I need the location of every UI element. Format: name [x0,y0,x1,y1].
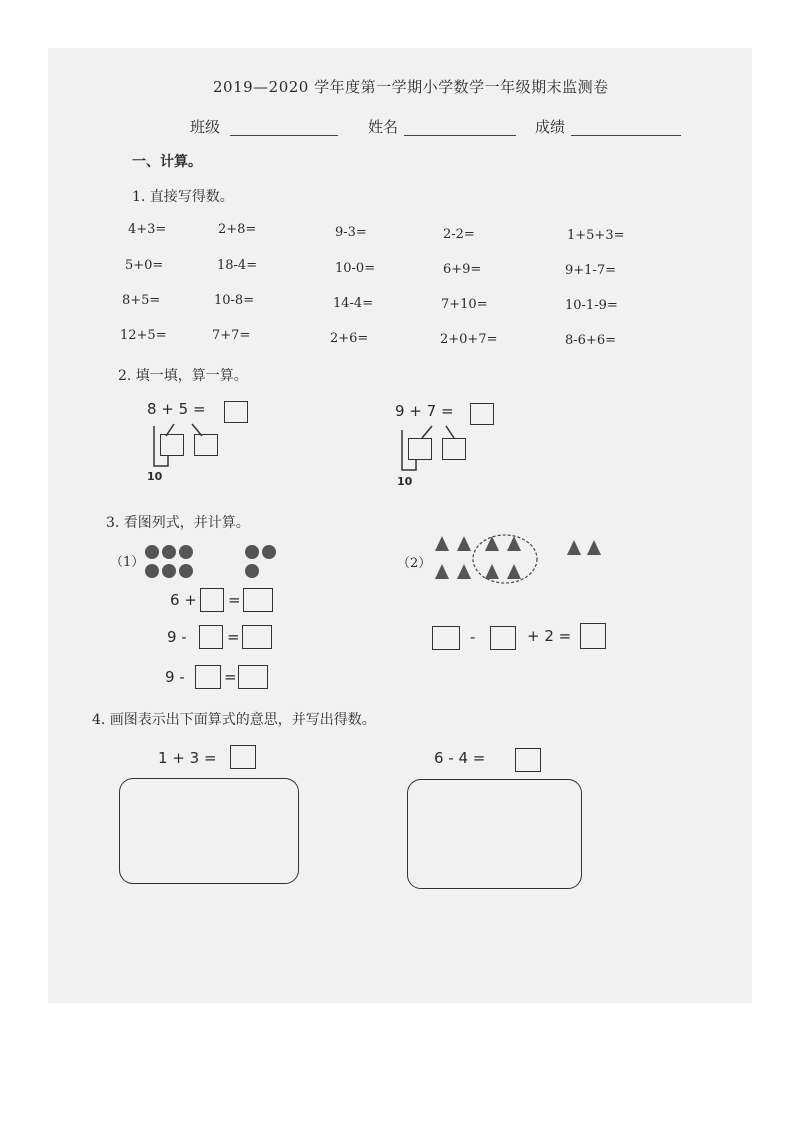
problem[interactable]: 14-4= [333,296,374,311]
problem[interactable]: 5+0= [125,258,164,273]
decompose-a-lines [140,418,240,478]
answer-box[interactable] [200,588,224,612]
plus-two-equals: + 2 = [527,627,572,645]
question-2-label: 2. 填一填，算一算。 [118,368,248,384]
problem[interactable]: 10-1-9= [565,298,618,313]
problem[interactable]: 9-3= [335,225,367,240]
name-label: 姓名 [368,118,399,136]
split-box[interactable] [194,434,218,456]
problem[interactable]: 2+6= [330,331,369,346]
problem[interactable]: 10-0= [335,261,376,276]
answer-box[interactable] [195,665,221,689]
problem[interactable]: 7+7= [212,328,251,343]
problem[interactable]: 6+9= [443,262,482,277]
eq1-left: 6 + [170,591,197,609]
draw-a-expression: 1 + 3 = [158,749,217,767]
problem[interactable]: 12+5= [120,328,167,343]
problem[interactable]: 7+10= [441,297,488,312]
dots-figure [140,540,290,582]
ten-label: 10 [397,475,413,488]
decompose-a-expression: 8 + 5 = [147,400,206,418]
eq2-left: 9 - [167,628,187,646]
problem[interactable]: 8+5= [122,293,161,308]
section-heading: 一、计算。 [132,154,202,170]
problem[interactable]: 10-8= [214,293,255,308]
question-1-label: 1. 直接写得数。 [132,189,234,205]
question-3-label: 3. 看图列式，并计算。 [106,515,250,531]
answer-box[interactable] [515,748,541,772]
drawing-area[interactable] [119,778,299,884]
score-field[interactable] [571,135,681,136]
draw-b-expression: 6 - 4 = [434,749,486,767]
problem[interactable]: 9+1-7= [565,263,616,278]
problem[interactable]: 4+3= [128,222,167,237]
part-2-tag: （2） [397,556,432,571]
part-1-tag: （1） [110,555,145,570]
ten-label: 10 [147,470,163,483]
name-field[interactable] [404,135,516,136]
answer-box[interactable] [238,665,268,689]
answer-box[interactable] [490,626,516,650]
problem[interactable]: 2+0+7= [440,332,498,347]
answer-box[interactable] [243,588,273,612]
split-box[interactable] [408,438,432,460]
problem[interactable]: 8-6+6= [565,333,616,348]
problem[interactable]: 1+5+3= [567,228,625,243]
split-box[interactable] [442,438,466,460]
answer-box[interactable] [199,625,223,649]
question-4-label: 4. 画图表示出下面算式的意思，并写出得数。 [92,712,376,728]
problem[interactable]: 18-4= [217,258,258,273]
answer-box[interactable] [432,626,460,650]
minus-sign: - [470,628,476,646]
answer-box[interactable] [230,745,256,769]
equals-sign: = [224,668,237,686]
score-label: 成绩 [535,118,566,136]
answer-box[interactable] [580,623,606,649]
problem[interactable]: 2-2= [443,227,475,242]
class-field[interactable] [230,135,338,136]
problem[interactable]: 2+8= [218,222,257,237]
class-label: 班级 [190,118,221,136]
page-title: 2019—2020 学年度第一学期小学数学一年级期末监测卷 [213,78,609,96]
decompose-b-expression: 9 + 7 = [395,402,454,420]
equals-sign: = [228,591,241,609]
split-box[interactable] [160,434,184,456]
triangles-figure [430,532,610,587]
answer-box[interactable] [242,625,272,649]
equals-sign: = [227,628,240,646]
drawing-area[interactable] [407,779,582,889]
eq3-left: 9 - [165,668,185,686]
decompose-b-lines [388,420,488,480]
